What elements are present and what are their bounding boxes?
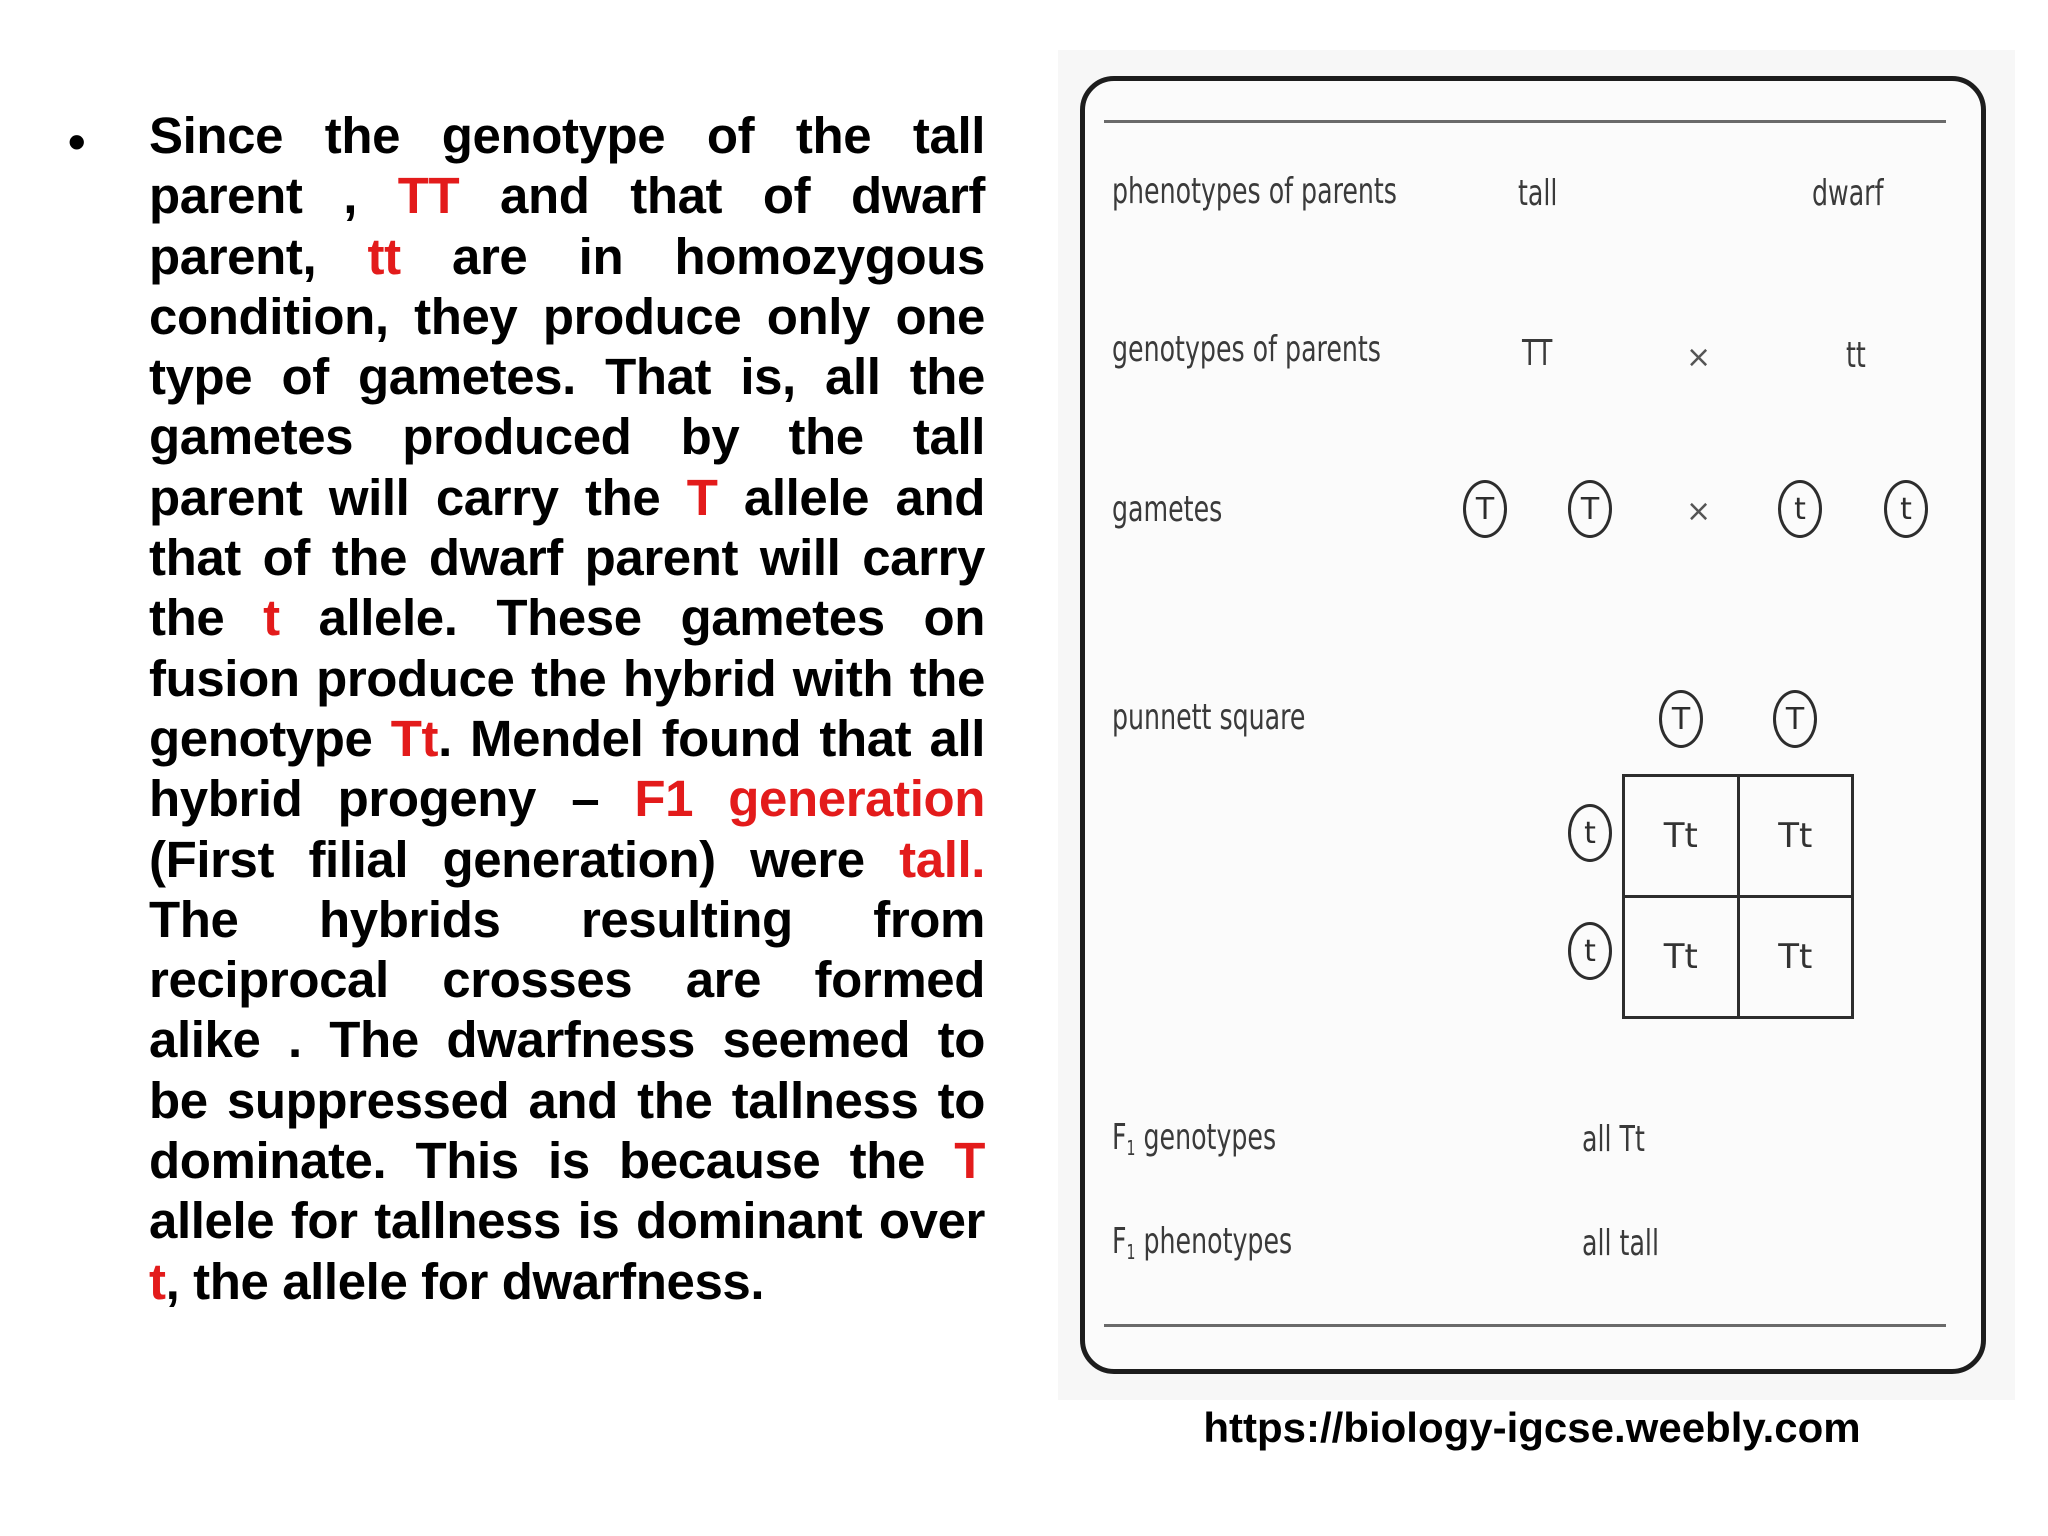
- highlight-allele-T: T: [686, 468, 718, 526]
- punnett-cell: Tt: [1624, 776, 1739, 897]
- text-segment: and that of dwarf parent,: [149, 167, 985, 285]
- punnett-row-t-1: t: [1568, 804, 1612, 862]
- text-segment: The hybrids resulting from reciprocal crosses are formed alike . The dwarfness seemed to be suppressed and the tallness to dominate. This is because the: [149, 890, 985, 1190]
- f1-prefix: F: [1112, 1117, 1127, 1158]
- text-segment: allele for tallness is dominant over: [149, 1192, 985, 1250]
- text-segment: allele. These gametes on fusion produce the hybrid with the genotype: [149, 589, 985, 767]
- genotype-TT: TT: [1522, 333, 1553, 374]
- top-rule: [1104, 120, 1946, 123]
- punnett-label: punnett square: [1112, 697, 1306, 738]
- f1-genotypes-value: all Tt: [1582, 1119, 1645, 1160]
- punnett-column-T-2: T: [1773, 690, 1817, 748]
- gamete-t-2: t: [1884, 480, 1928, 538]
- f1-subscript: 1: [1126, 1240, 1136, 1264]
- text-segment: (First filial generation) were: [149, 830, 900, 888]
- phenotypes-label: phenotypes of parents: [1112, 171, 1397, 212]
- phenotype-tall: tall: [1518, 173, 1558, 214]
- gamete-T-1: T: [1463, 480, 1507, 538]
- cross-symbol: ×: [1686, 494, 1712, 529]
- source-url: https://biology-igcse.weebly.com: [1203, 1404, 1861, 1451]
- f1-phenotypes-value: all tall: [1582, 1223, 1659, 1264]
- punnett-row: [1624, 897, 1853, 1018]
- highlight-allele-T: T: [954, 1132, 985, 1190]
- f1-genotypes-label: [1112, 1118, 1276, 1168]
- f1-phenotypes-suffix: phenotypes: [1135, 1221, 1293, 1262]
- punnett-row-t-2: t: [1568, 922, 1612, 980]
- highlight-genotype-tt: tt: [367, 227, 401, 285]
- punnett-column-T-1: T: [1659, 690, 1703, 748]
- highlight-f1-generation: F1 generation: [634, 770, 985, 828]
- punnett-row: [1624, 776, 1853, 897]
- text-segment: , the allele for dwarfness.: [165, 1252, 765, 1310]
- f1-genotypes-suffix: genotypes: [1135, 1117, 1277, 1158]
- bullet-paragraph: [149, 106, 985, 1312]
- highlight-genotype-TT: TT: [397, 167, 460, 225]
- text-segment: are in homozygous condition, they produce only one type of gametes. That is, all the gametes produced by the tall parent will carry the: [149, 227, 985, 526]
- highlight-genotype-Tt: Tt: [390, 709, 439, 767]
- text-segment: allele and that of the dwarf parent will carry the: [149, 468, 985, 647]
- text-segment: Since the genotype of the tall parent ,: [149, 107, 985, 225]
- punnett-cell: Tt: [1738, 776, 1853, 897]
- f1-prefix: F: [1112, 1221, 1127, 1262]
- gamete-t-1: t: [1778, 480, 1822, 538]
- phenotype-dwarf: dwarf: [1812, 173, 1884, 214]
- f1-subscript: 1: [1126, 1136, 1136, 1160]
- highlight-allele-t: t: [149, 1252, 166, 1310]
- punnett-square: [1622, 774, 1854, 1019]
- bottom-rule: [1104, 1324, 1946, 1327]
- gametes-label: gametes: [1112, 489, 1223, 530]
- genotype-tt: tt: [1846, 335, 1866, 376]
- highlight-allele-t: t: [263, 589, 280, 647]
- punnett-cell: Tt: [1624, 897, 1739, 1018]
- gamete-T-2: T: [1568, 480, 1612, 538]
- text-segment: . Mendel found that all hybrid progeny –: [149, 709, 985, 828]
- genotypes-label: genotypes of parents: [1112, 329, 1381, 370]
- punnett-cell: Tt: [1738, 897, 1853, 1018]
- f1-phenotypes-label: [1112, 1222, 1292, 1272]
- cross-symbol: ×: [1686, 340, 1712, 375]
- highlight-tall: tall.: [899, 830, 985, 888]
- bullet-marker: •: [68, 114, 86, 170]
